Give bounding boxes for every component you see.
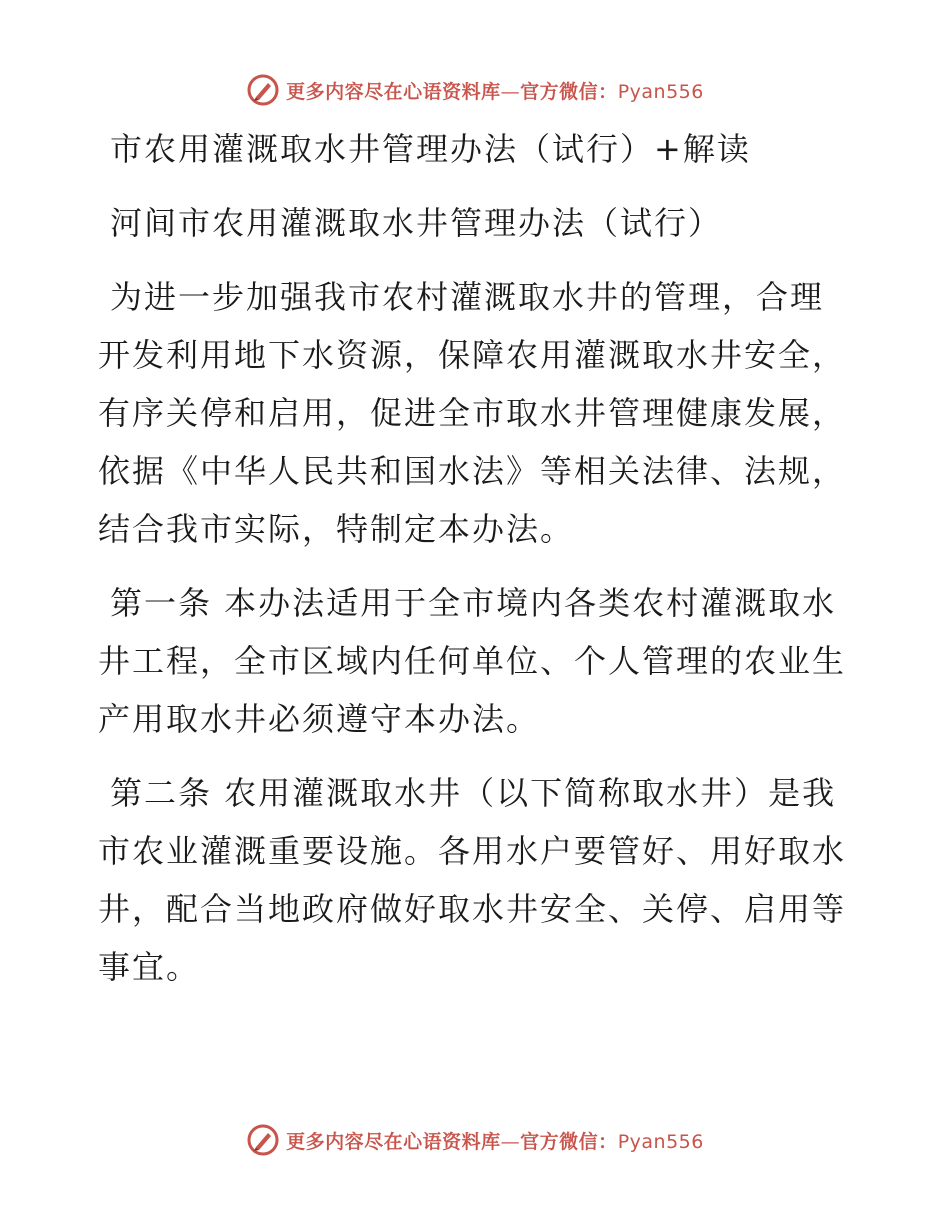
- watermark-dash: —: [500, 1130, 521, 1153]
- text-line: 第一条 本办法适用于全市境内各类农村灌溉取水: [110, 584, 837, 622]
- watermark-label: 官方微信：: [520, 80, 618, 103]
- watermark-main: 更多内容尽在心语资料库: [286, 80, 501, 103]
- paragraph-article-1: [98, 574, 858, 748]
- watermark-main: 更多内容尽在心语资料库: [286, 1130, 501, 1153]
- text-line: 产用取水井必须遵守本办法。: [98, 700, 541, 738]
- text-line: 市农业灌溉重要设施。各用水户要管好、用好取水: [98, 832, 847, 870]
- document-subtitle: [98, 194, 858, 252]
- text-line: 井工程，全市区域内任何单位、个人管理的农业生: [98, 642, 847, 680]
- document-body: [98, 120, 858, 996]
- text-line: 开发利用地下水资源，保障农用灌溉取水井安全，: [98, 336, 847, 374]
- text-line: 有序关停和启用，促进全市取水井管理健康发展，: [98, 394, 847, 432]
- text-line: 第二条 农用灌溉取水井（以下简称取水井）是我: [110, 774, 837, 812]
- watermark-text: [286, 77, 704, 104]
- watermark-id: Pyan556: [617, 1130, 704, 1153]
- document-title: [98, 120, 858, 178]
- paragraph-article-2: [98, 764, 858, 996]
- text-line: 为进一步加强我市农村灌溉取水井的管理，合理: [110, 278, 825, 316]
- watermark-id: Pyan556: [617, 80, 704, 103]
- header-watermark: [0, 70, 950, 110]
- watermark-dash: —: [500, 80, 521, 103]
- pen-logo-icon: [246, 73, 280, 107]
- watermark-text: [286, 1127, 704, 1154]
- text-line: 依据《中华人民共和国水法》等相关法律、法规，: [98, 452, 847, 490]
- footer-watermark: [0, 1120, 950, 1160]
- text-line: 结合我市实际，特制定本办法。: [98, 510, 575, 548]
- title-line: 市农用灌溉取水井管理办法（试行）+解读: [110, 130, 751, 168]
- text-line: 事宜。: [98, 948, 201, 986]
- watermark-label: 官方微信：: [520, 1130, 618, 1153]
- pen-logo-icon: [246, 1123, 280, 1157]
- subtitle-line: 河间市农用灌溉取水井管理办法（试行）: [110, 204, 723, 242]
- text-line: 井，配合当地政府做好取水井安全、关停、启用等: [98, 890, 847, 928]
- paragraph-preamble: [98, 268, 858, 558]
